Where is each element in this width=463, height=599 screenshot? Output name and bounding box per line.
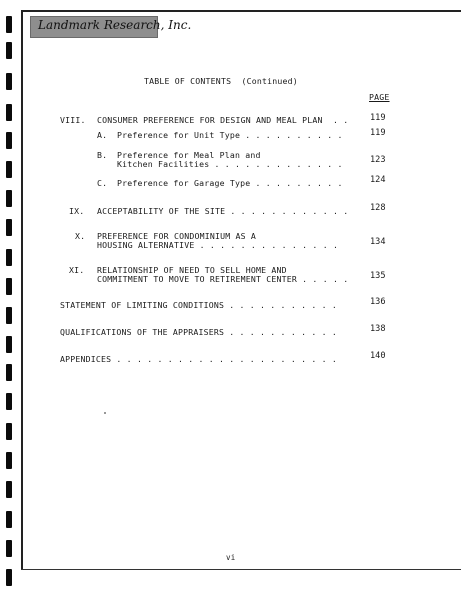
toc-entry-title-cont: Kitchen Facilities . . . . . . . . . . . . .	[117, 159, 343, 169]
toc-entry-title-cont: COMMITMENT TO MOVE TO RETIREMENT CENTER . . . . .	[97, 274, 349, 284]
toc-entry-title: QUALIFICATIONS OF THE APPRAISERS . . . . . . . . . . .	[60, 327, 337, 337]
binding-hole	[6, 393, 12, 410]
toc-entry-title: STATEMENT OF LIMITING CONDITIONS . . . . . . . . . . .	[60, 300, 337, 310]
toc-entry-title: PREFERENCE FOR CONDOMINIUM AS A	[97, 231, 257, 241]
binding-hole	[6, 452, 12, 469]
binding-hole	[6, 481, 12, 498]
toc-entry-number: B.	[97, 150, 108, 160]
binding-hole	[6, 161, 12, 178]
toc-entry-title: Preference for Garage Type . . . . . . . . .	[117, 178, 343, 188]
toc-entry-number: IX.	[69, 206, 85, 216]
toc-entry-number: X.	[75, 231, 86, 241]
binding-hole	[6, 132, 12, 149]
binding-hole	[6, 249, 12, 266]
toc-entry-title-cont: HOUSING ALTERNATIVE . . . . . . . . . . . . . .	[97, 240, 339, 250]
page-number-footer: vi	[226, 553, 236, 562]
speck	[104, 412, 106, 414]
binding-hole	[6, 104, 12, 121]
page-frame-left	[21, 10, 23, 570]
binding-hole	[6, 540, 12, 557]
toc-entry-title: CONSUMER PREFERENCE FOR DESIGN AND MEAL PLAN . .	[97, 115, 349, 125]
page-frame-top	[21, 10, 461, 12]
page-title: TABLE OF CONTENTS (Continued)	[144, 76, 298, 86]
binding-hole	[6, 569, 12, 586]
binding-hole	[6, 42, 12, 59]
binding-hole	[6, 219, 12, 236]
binding-hole	[6, 16, 12, 33]
toc-entry-page: 124	[370, 175, 386, 185]
binding-hole	[6, 423, 12, 440]
spiral-binding	[4, 0, 18, 599]
toc-entry-page: 119	[370, 128, 386, 138]
binding-hole	[6, 190, 12, 207]
binding-hole	[6, 307, 12, 324]
toc-entry-title: APPENDICES . . . . . . . . . . . . . . . . . . . . . .	[60, 354, 337, 364]
letterhead-text: Landmark Research, Inc.	[38, 18, 192, 32]
toc-entry-number: C.	[97, 178, 108, 188]
binding-hole	[6, 511, 12, 528]
toc-entry-number: VIII.	[60, 115, 86, 125]
binding-hole	[6, 336, 12, 353]
toc-entry-number: XI.	[69, 265, 85, 275]
toc-entry-title: Preference for Unit Type . . . . . . . . . .	[117, 130, 343, 140]
letterhead-logo	[30, 16, 192, 38]
toc-entry-title: ACCEPTABILITY OF THE SITE . . . . . . . . . . . .	[97, 206, 349, 216]
toc-entry-page: 138	[370, 324, 386, 334]
toc-entry-number: A.	[97, 130, 108, 140]
toc-entry-page: 140	[370, 351, 386, 361]
page-frame-bottom	[21, 569, 461, 570]
toc-entry-page: 123	[370, 155, 386, 165]
binding-hole	[6, 278, 12, 295]
toc-entry-page: 134	[370, 237, 386, 247]
toc-entry-page: 119	[370, 113, 386, 123]
binding-hole	[6, 364, 12, 381]
toc-entry-title: Preference for Meal Plan and	[117, 150, 261, 160]
toc-entry-title: RELATIONSHIP OF NEED TO SELL HOME AND	[97, 265, 287, 275]
page-column-header: PAGE	[369, 92, 390, 102]
toc-entry-page: 128	[370, 203, 386, 213]
toc-entry-page: 135	[370, 271, 386, 281]
binding-hole	[6, 73, 12, 90]
toc-entry-page: 136	[370, 297, 386, 307]
